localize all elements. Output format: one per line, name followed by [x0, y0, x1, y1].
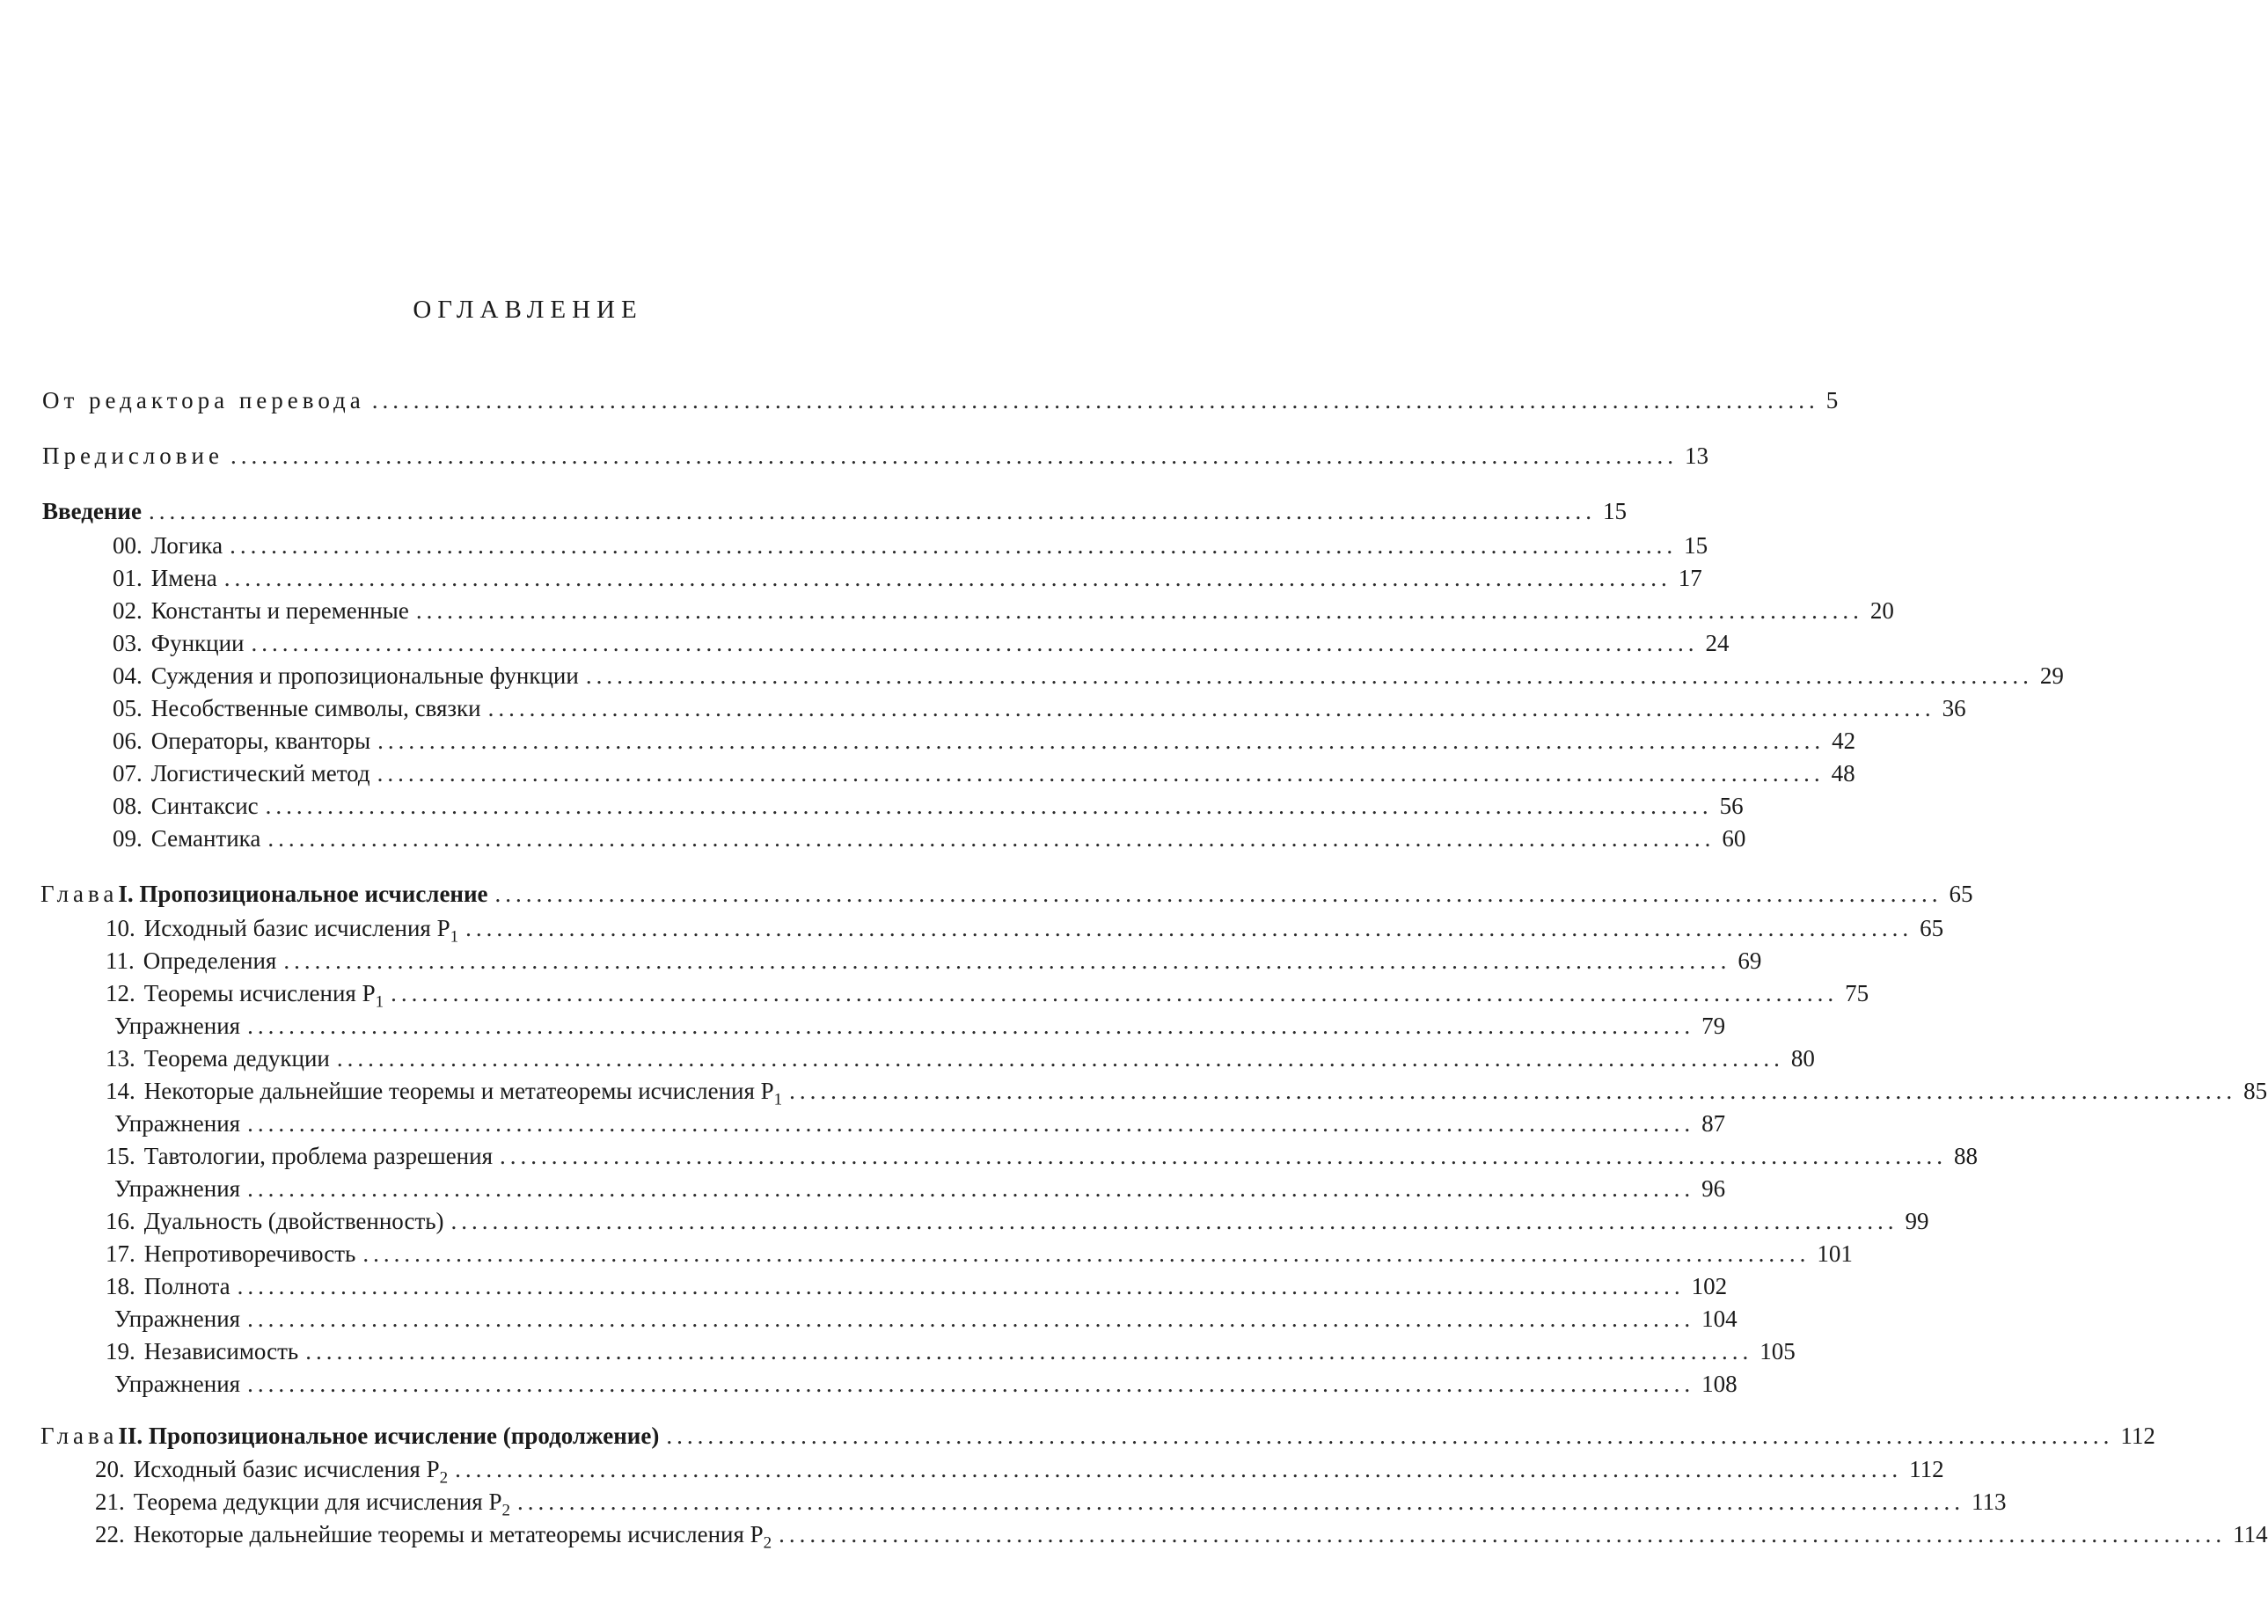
page-number: 85	[2243, 1078, 2268, 1104]
dot-leader: ............................................................................................................................................	[516, 1489, 1964, 1515]
entry-number: 14.	[106, 1078, 135, 1104]
toc-entry	[42, 626, 1730, 660]
dot-leader: ............................................................................................................................................	[455, 1456, 1903, 1482]
page-number: 65	[1949, 881, 1973, 907]
toc-entry	[42, 1107, 1726, 1140]
entry-number: 10.	[106, 915, 135, 941]
toc-entry	[42, 1237, 1853, 1270]
entry-title: Упражнения	[114, 1110, 241, 1137]
page-number: 17	[1678, 565, 1702, 591]
entry-title: Функции	[150, 630, 245, 656]
entry-title: Тавтологии, проблема разрешения	[143, 1143, 493, 1169]
entry-number: 05.	[113, 695, 143, 721]
entry-number: 22.	[95, 1521, 125, 1547]
entry-title: Введение	[42, 498, 142, 524]
dot-leader: ............................................................................................................................................	[237, 1273, 1685, 1299]
dot-leader: ............................................................................................................................................	[585, 662, 2033, 689]
toc-entry	[40, 877, 1973, 911]
page-number: 36	[1942, 695, 1966, 721]
entry-title: Упражнения	[114, 1371, 241, 1397]
page-number: 105	[1760, 1338, 1796, 1364]
entry-title: Некоторые дальнейшие теоремы и метатеоремы исчисления $P_1$	[143, 1078, 783, 1109]
page-number: 60	[1722, 825, 1746, 852]
page-number: 79	[1701, 1013, 1726, 1039]
toc-entry	[42, 822, 1746, 855]
toc-title: ОГЛАВЛЕНИЕ	[413, 296, 643, 324]
entry-title: Исходный базис исчисления $P_1$	[143, 915, 459, 947]
entry-number: 00.	[113, 532, 143, 559]
dot-leader: ............................................................................................................................................	[247, 1306, 1695, 1332]
page-number: 96	[1701, 1175, 1726, 1202]
toc-entry	[42, 561, 1702, 595]
toc-entry	[42, 1139, 1978, 1173]
entry-title: Исходный базис исчисления $P_2$	[133, 1456, 449, 1488]
dot-leader: ............................................................................................................................................	[148, 498, 1596, 524]
page-number: 104	[1701, 1306, 1738, 1332]
dot-leader: ............................................................................................................................................	[494, 881, 1942, 907]
toc-entry	[42, 977, 1869, 1012]
toc-entry	[42, 944, 1762, 977]
page-number: 80	[1790, 1045, 1815, 1072]
entry-title: Полнота	[143, 1273, 230, 1299]
entry-title: Непротиворечивость	[143, 1240, 356, 1267]
dot-leader: ............................................................................................................................................	[247, 1175, 1695, 1202]
entry-title: Определения	[143, 947, 277, 974]
toc-entry	[42, 594, 1894, 627]
section-title: Предисловие	[42, 443, 223, 469]
entry-number: 12.	[106, 980, 135, 1006]
dot-leader: ............................................................................................................................................	[283, 947, 1731, 974]
entry-number: 06.	[113, 728, 143, 754]
subscript: 2	[763, 1533, 772, 1553]
dot-leader: ............................................................................................................................................	[371, 387, 1819, 413]
page-number: 42	[1832, 728, 1856, 754]
entry-title: Упражнения	[114, 1306, 241, 1332]
toc-entry	[42, 1269, 1728, 1303]
entry-number: 17.	[106, 1240, 135, 1267]
dot-leader: ............................................................................................................................................	[336, 1045, 1784, 1072]
entry-number: 09.	[113, 825, 143, 852]
toc-entry	[42, 1009, 1726, 1042]
subscript: 2	[501, 1501, 510, 1520]
page-number: 20	[1869, 597, 1894, 624]
toc-entry	[42, 384, 1839, 417]
dot-leader: ............................................................................................................................................	[265, 793, 1713, 819]
page-number: 87	[1701, 1110, 1726, 1137]
chapter-prefix: Глава	[40, 1423, 119, 1449]
dot-leader: ............................................................................................................................................	[377, 760, 1825, 786]
entry-number: 16.	[106, 1208, 135, 1234]
toc-entry	[42, 1042, 1815, 1075]
dot-leader: ............................................................................................................................................	[450, 1208, 1899, 1234]
subscript: 1	[773, 1090, 783, 1109]
entry-title: Логика	[150, 532, 223, 559]
entry-number: 15.	[106, 1143, 135, 1169]
entry-number: 04.	[113, 662, 143, 689]
entry-number: 19.	[106, 1338, 135, 1364]
toc-entry	[42, 789, 1744, 823]
page-number: 15	[1684, 532, 1708, 559]
dot-leader: ............................................................................................................................................	[391, 980, 1839, 1006]
dot-leader: ............................................................................................................................................	[267, 825, 1716, 852]
page-number: 15	[1602, 498, 1627, 524]
dot-leader: ............................................................................................................................................	[465, 915, 1913, 941]
subscript: 2	[439, 1468, 449, 1488]
section-title: От редактора перевода	[42, 387, 365, 413]
toc-entry	[42, 724, 1856, 757]
entry-number: 20.	[95, 1456, 125, 1482]
page-number: 113	[1971, 1489, 2007, 1515]
entry-title: Независимость	[143, 1338, 299, 1364]
toc-entry	[42, 691, 1966, 725]
page-number: 112	[2120, 1423, 2155, 1449]
entry-title: Синтаксис	[150, 793, 259, 819]
page-number: 102	[1691, 1273, 1728, 1299]
page-number: 65	[1920, 915, 1944, 941]
toc-entry	[42, 1367, 1738, 1401]
toc-entry	[42, 1074, 2268, 1109]
entry-title: Дуальность (двойственность)	[143, 1208, 444, 1234]
page-number: 13	[1684, 443, 1708, 469]
chapter-title: II. Пропозициональное исчисление (продолжение)	[118, 1423, 660, 1449]
page-number: 48	[1831, 760, 1855, 786]
entry-number: 03.	[113, 630, 143, 656]
entry-number: 21.	[95, 1489, 125, 1515]
toc-entry	[42, 1518, 2268, 1553]
entry-number: 08.	[113, 793, 143, 819]
dot-leader: ............................................................................................................................................	[415, 597, 1863, 624]
dot-leader: ............................................................................................................................................	[500, 1143, 1947, 1169]
dot-leader: ............................................................................................................................................	[666, 1423, 2114, 1449]
toc-entry	[42, 1452, 1944, 1488]
dot-leader: ............................................................................................................................................	[487, 695, 1935, 721]
dot-leader: ............................................................................................................................................	[789, 1078, 2237, 1104]
page-number: 108	[1701, 1371, 1738, 1397]
entry-title: Логистический метод	[150, 760, 370, 786]
entry-title: Некоторые дальнейшие теоремы и метатеоремы исчисления $P_2$	[133, 1521, 772, 1553]
entry-title: Теорема дедукции для исчисления $P_2$	[133, 1489, 510, 1520]
toc-entry	[42, 1335, 1796, 1368]
entry-number: 18.	[106, 1273, 135, 1299]
entry-title: Суждения и пропозициональные функции	[150, 662, 579, 689]
entry-number: 07.	[113, 760, 143, 786]
entry-title: Несобственные символы, связки	[150, 695, 481, 721]
page-number: 56	[1719, 793, 1744, 819]
entry-number: 02.	[113, 597, 143, 624]
dot-leader: ............................................................................................................................................	[251, 630, 1699, 656]
dot-leader: ............................................................................................................................................	[247, 1013, 1695, 1039]
dot-leader: ............................................................................................................................................	[247, 1371, 1695, 1397]
entry-number: 01.	[113, 565, 143, 591]
toc-entry	[42, 1172, 1726, 1205]
dot-leader: ............................................................................................................................................	[230, 443, 1678, 469]
subscript: 1	[375, 992, 384, 1012]
toc-entry	[42, 494, 1627, 528]
page-number: 99	[1905, 1208, 1929, 1234]
dot-leader: ............................................................................................................................................	[305, 1338, 1753, 1364]
dot-leader: ............................................................................................................................................	[247, 1110, 1695, 1137]
chapter-prefix: Глава	[40, 881, 119, 907]
toc-entry	[42, 911, 1944, 947]
dot-leader: ............................................................................................................................................	[779, 1521, 2227, 1547]
entry-title: Константы и переменные	[150, 597, 409, 624]
dot-leader: ............................................................................................................................................	[230, 532, 1678, 559]
toc-entry	[42, 1302, 1738, 1335]
page-number: 75	[1845, 980, 1869, 1006]
entry-number: 11.	[106, 947, 135, 974]
page-number: 29	[2039, 662, 2064, 689]
entry-title: Теоремы исчисления $P_1$	[143, 980, 384, 1012]
page-number: 69	[1738, 947, 1762, 974]
page-number: 88	[1954, 1143, 1978, 1169]
toc-entry	[42, 757, 1855, 790]
toc-entry	[42, 529, 1708, 562]
entry-title: Семантика	[150, 825, 261, 852]
chapter-title: I. Пропозициональное исчисление	[118, 881, 488, 907]
toc-entry	[42, 439, 1708, 472]
dot-leader: ............................................................................................................................................	[377, 728, 1825, 754]
entry-title: Упражнения	[114, 1013, 241, 1039]
entry-title: Теорема дедукции	[143, 1045, 330, 1072]
subscript: 1	[450, 927, 459, 947]
toc-entry	[40, 1419, 2155, 1452]
dot-leader: ............................................................................................................................................	[362, 1240, 1811, 1267]
entry-title: Упражнения	[114, 1175, 241, 1202]
toc-entry	[42, 1485, 2007, 1520]
page-number: 5	[1825, 387, 1839, 413]
page-number: 24	[1705, 630, 1730, 656]
page-number: 101	[1817, 1240, 1853, 1267]
entry-number: 13.	[106, 1045, 135, 1072]
page-number: 114	[2233, 1521, 2268, 1547]
page-number: 112	[1909, 1456, 1944, 1482]
toc-entry	[42, 659, 2064, 692]
toc-entry	[42, 1204, 1929, 1238]
entry-title: Операторы, кванторы	[150, 728, 371, 754]
entry-title: Имена	[150, 565, 217, 591]
dot-leader: ............................................................................................................................................	[223, 565, 1672, 591]
